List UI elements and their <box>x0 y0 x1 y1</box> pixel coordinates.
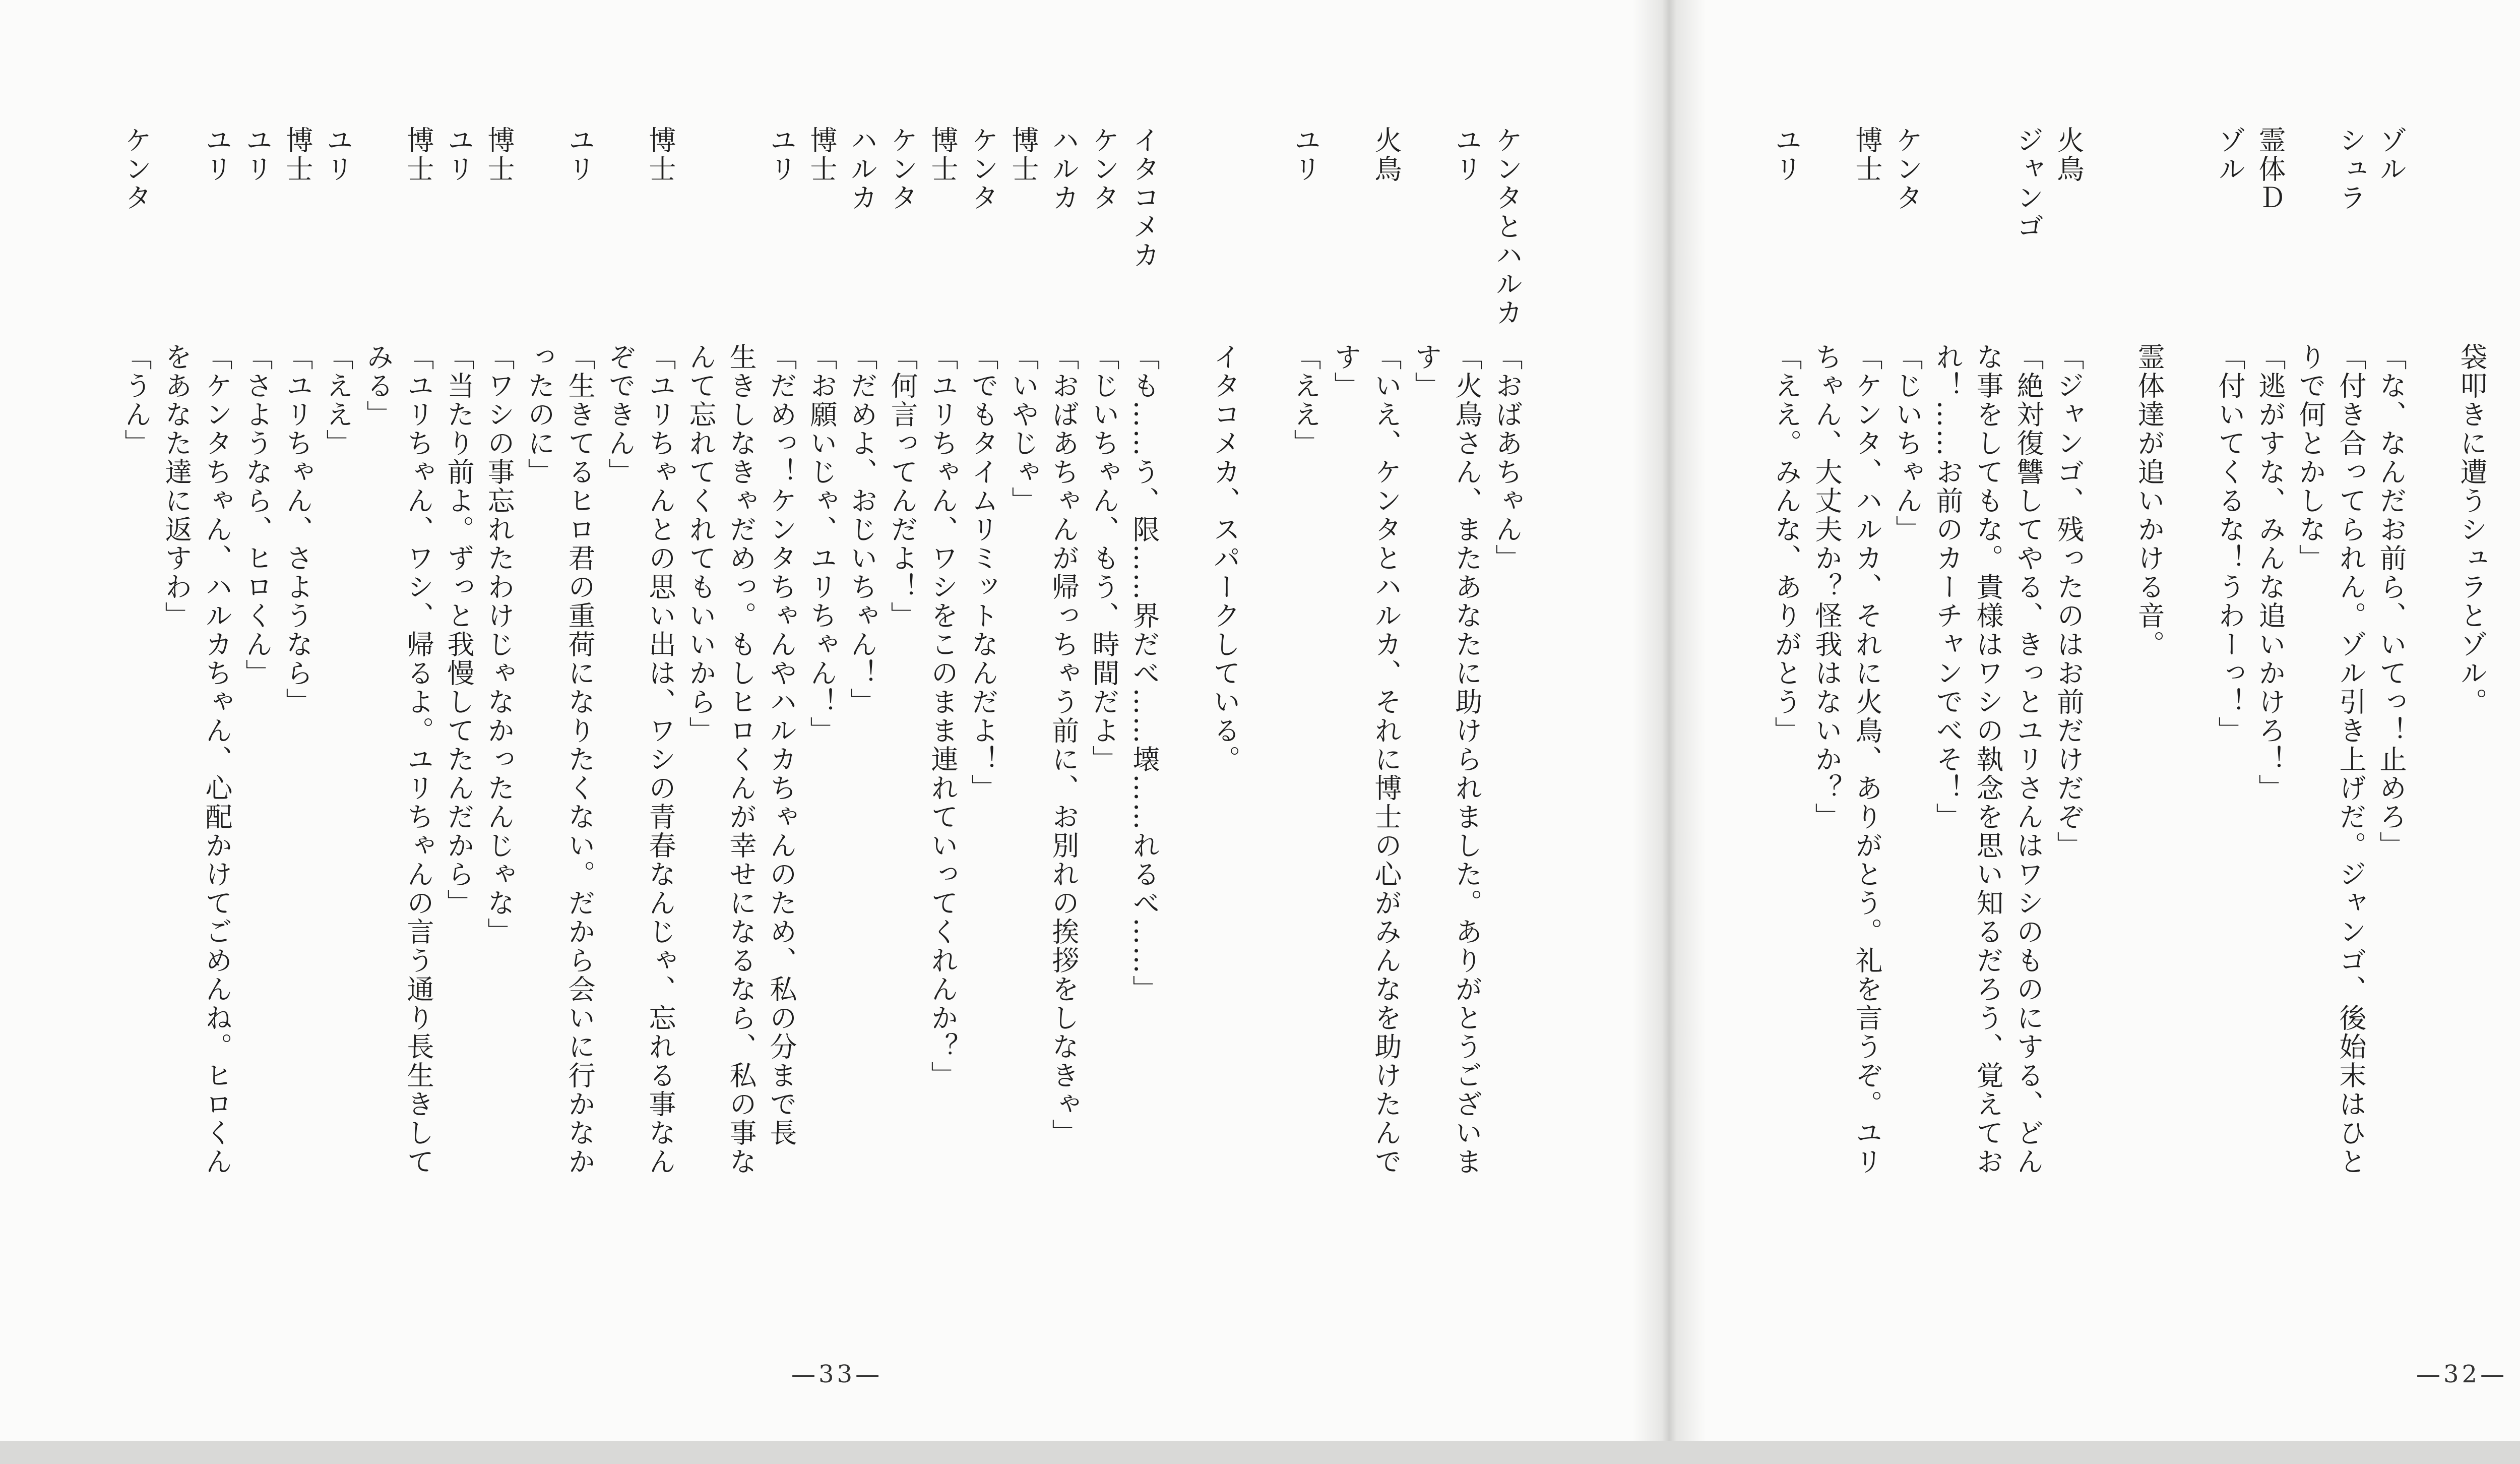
script-line <box>1129 126 1159 1004</box>
dialogue-text: 「ジャンゴ、残ったのはお前だけだぞ」 <box>2053 343 2085 860</box>
script-line <box>2416 126 2446 343</box>
script-line <box>1492 126 1522 573</box>
dialogue-text: 「ユリちゃん、さようなら」 <box>282 343 313 716</box>
script-line <box>323 126 353 458</box>
dialogue-text: 「おばあちゃんが帰っちゃう前に、お別れの挨拶をしなきゃ」 <box>1048 343 1080 1147</box>
book-gutter <box>1633 0 1706 1464</box>
dialogue-text: みる」 <box>362 343 394 429</box>
script-line <box>2174 126 2204 343</box>
speaker-name: イタコメカ <box>1128 126 1160 270</box>
script-line <box>1811 126 1842 831</box>
script-line <box>1932 126 1963 831</box>
script-line <box>161 126 192 630</box>
script-line <box>202 126 232 1176</box>
dialogue-text: 「お願いじゃ、ユリちゃん！」 <box>806 343 838 745</box>
dialogue-text: 「ケンタ、ハルカ、それに火鳥、ありがとう。礼を言うぞ。ユリ <box>1851 343 1883 1176</box>
page-number: —32— <box>2416 1360 2508 1388</box>
dialogue-text: 「生きてるヒロ君の重荷になりたくない。だから会いに行かなか <box>564 343 596 1176</box>
dialogue-text: 「だめよ、おじいちゃん！」 <box>846 343 878 716</box>
speaker-name: ユリ <box>564 126 596 184</box>
script-line <box>1331 126 1361 400</box>
script-line <box>1048 126 1079 1147</box>
script-line <box>1089 126 1119 774</box>
dialogue-text: 「ユリちゃんとの思い出は、ワシの青春なんじゃ、忘れる事なん <box>645 343 676 1176</box>
dialogue-text: 「ユリちゃん、ワシをこのまま連れていってくれんか？」 <box>927 343 959 1090</box>
dialogue-text: 「ケンタちゃん、ハルカちゃん、心配かけてごめんね。ヒロくん <box>201 343 233 1176</box>
script-line <box>1210 126 1240 774</box>
speaker-name: ユリ <box>201 126 233 184</box>
script-line <box>1452 126 1482 1176</box>
speaker-name: 博士 <box>927 126 959 184</box>
dialogue-text: ぞできん」 <box>604 343 636 486</box>
speaker-name: ジャンゴ <box>2012 126 2044 241</box>
dialogue-text: 「いえ、ケンタとハルカ、それに博士の心がみんなを助けたんで <box>1370 343 1402 1176</box>
script-line <box>968 126 998 803</box>
dialogue-text: す」 <box>1330 343 1362 400</box>
script-line <box>685 126 716 745</box>
speaker-name: 博士 <box>483 126 515 184</box>
dialogue-text: す」 <box>1411 343 1442 400</box>
script-line <box>2013 126 2043 1176</box>
speaker-name: ケンタとハルカ <box>1491 126 1523 327</box>
script-line <box>806 126 837 745</box>
dialogue-text: 「でもタイムリミットなんだよ！」 <box>967 343 999 803</box>
page-number: —33— <box>791 1360 883 1388</box>
dialogue-text: 「絶対復讐してやる、きっとユリさんはワシのものにする、どん <box>2012 343 2044 1176</box>
speaker-name: 博士 <box>1851 126 1883 184</box>
dialogue-text: イタコメカ、スパークしている。 <box>1209 343 1241 774</box>
script-line <box>1371 126 1401 1176</box>
dialogue-text: 「な、なんだお前ら、いてっ！止めろ」 <box>2375 343 2407 860</box>
dialogue-text: 「何言ってんだよ！」 <box>887 343 918 630</box>
dialogue-text: 「付き合ってられん。ゾル引き上げだ。ジャンゴ、後始末はひと <box>2335 343 2367 1176</box>
dialogue-text: 「じいちゃん」 <box>1892 343 1923 544</box>
script-line <box>363 126 393 429</box>
speaker-name: ユリ <box>322 126 354 184</box>
script-line <box>1250 126 1280 343</box>
dialogue-text: 「ええ」 <box>322 343 354 458</box>
speaker-name: ユリ <box>1451 126 1483 184</box>
dialogue-text: 「も……う、限……界だべ……壊……れるべ……」 <box>1128 343 1160 1004</box>
script-line <box>887 126 917 630</box>
script-line <box>927 126 958 1090</box>
dialogue-text: 「おばあちゃん」 <box>1491 343 1523 573</box>
speaker-name: 博士 <box>282 126 313 184</box>
dialogue-text: 「逃がすな、みんな追いかけろ！」 <box>2254 343 2286 803</box>
dialogue-text: 霊体達が追いかける音。 <box>2133 343 2165 659</box>
script-line <box>282 126 312 716</box>
dialogue-text: 「じいちゃん、もう、時間だよ」 <box>1088 343 1120 774</box>
script-line <box>2094 126 2124 343</box>
script-line <box>645 126 675 1176</box>
speaker-name: ハルカ <box>846 126 878 212</box>
dialogue-text: んて忘れてくれてもいいから」 <box>685 343 717 745</box>
dialogue-text: 「火鳥さん、またあなたに助けられました。ありがとうございま <box>1451 343 1483 1176</box>
speaker-name: 火鳥 <box>1370 126 1402 184</box>
speaker-name: ハルカ <box>1048 126 1080 212</box>
script-line <box>444 126 474 918</box>
dialogue-text: 生きしなきゃだめっ。もしヒロくんが幸せになるなら、私の事な <box>725 343 757 1176</box>
script-line <box>2215 126 2245 745</box>
script-line <box>766 126 796 1147</box>
script-line <box>2134 126 2164 659</box>
script-line <box>2497 126 2520 343</box>
speaker-name: ユリ <box>1290 126 1321 184</box>
dialogue-text: 「ええ」 <box>1290 343 1321 458</box>
script-line <box>524 126 554 486</box>
script-line <box>2255 126 2285 803</box>
speaker-name: ケンタ <box>967 126 999 212</box>
script-line <box>1008 126 1038 515</box>
dialogue-text: りで何とかしな」 <box>2295 343 2326 573</box>
speaker-name: ユリ <box>1771 126 1802 184</box>
speaker-name: ユリ <box>443 126 475 184</box>
script-line <box>726 126 756 1176</box>
speaker-name: 博士 <box>403 126 434 184</box>
script-line <box>2053 126 2084 860</box>
speaker-name: ケンタ <box>1088 126 1120 212</box>
scan-edge <box>0 1441 2520 1464</box>
dialogue-text: 袋叩きに遭うシュラとゾル。 <box>2456 343 2488 716</box>
speaker-name: ユリ <box>766 126 797 184</box>
speaker-name: 火鳥 <box>2053 126 2085 184</box>
speaker-name: 博士 <box>1007 126 1039 184</box>
speaker-name: ゾル <box>2214 126 2246 184</box>
script-line <box>564 126 595 1176</box>
script-line <box>1771 126 1801 745</box>
page-32 <box>1680 0 2520 1464</box>
speaker-name: 博士 <box>806 126 838 184</box>
dialogue-text: 「当たり前よ。ずっと我慢してたんだから」 <box>443 343 475 918</box>
script-line <box>2456 126 2487 716</box>
speaker-name: ユリ <box>241 126 273 184</box>
speaker-name: ゾル <box>2375 126 2407 184</box>
script-line <box>847 126 877 716</box>
script-line <box>1892 126 1922 544</box>
script-line <box>1290 126 1320 458</box>
script-line <box>1411 126 1441 400</box>
speaker-name: シュラ <box>2335 126 2367 212</box>
speaker-name: ケンタ <box>887 126 918 212</box>
dialogue-text: 「うん」 <box>120 343 152 458</box>
dialogue-text: ったのに」 <box>524 343 555 486</box>
script-line <box>2336 126 2366 1176</box>
dialogue-text: 「ワシの事忘れたわけじゃなかったんじゃな」 <box>483 343 515 946</box>
script-line <box>1169 126 1200 343</box>
script-line <box>2376 126 2406 860</box>
speaker-name: 博士 <box>645 126 676 184</box>
speaker-name: 霊体Ｄ <box>2254 126 2286 212</box>
script-line <box>484 126 514 946</box>
dialogue-text: をあなた達に返すわ」 <box>161 343 193 630</box>
speaker-name: ケンタ <box>120 126 152 212</box>
dialogue-text: 「ええ。みんな、ありがとう」 <box>1771 343 1802 745</box>
dialogue-text: ちゃん、大丈夫か？怪我はないか？」 <box>1811 343 1843 831</box>
script-line <box>403 126 433 1176</box>
dialogue-text: 「だめっ！ケンタちゃんやハルカちゃんのため、私の分まで長 <box>766 343 797 1147</box>
dialogue-text: な事をしてもな。貴様はワシの執念を思い知るだろう、覚えてお <box>1972 343 2004 1176</box>
script-line <box>605 126 635 486</box>
dialogue-text: れ！……お前のカーチャンでべそ！」 <box>1932 343 1964 831</box>
dialogue-text: 「ユリちゃん、ワシ、帰るよ。ユリちゃんの言う通り長生きして <box>403 343 434 1176</box>
script-line <box>1852 126 1882 1176</box>
script-line <box>242 126 272 688</box>
script-line <box>1973 126 2003 1176</box>
speaker-name: ケンタ <box>1892 126 1923 212</box>
dialogue-text: 「いやじゃ」 <box>1007 343 1039 515</box>
dialogue-text: 「さようなら、ヒロくん」 <box>241 343 273 688</box>
script-line <box>121 126 151 458</box>
script-line <box>2295 126 2325 573</box>
dialogue-text: 「付いてくるな！うわーっ！」 <box>2214 343 2246 745</box>
